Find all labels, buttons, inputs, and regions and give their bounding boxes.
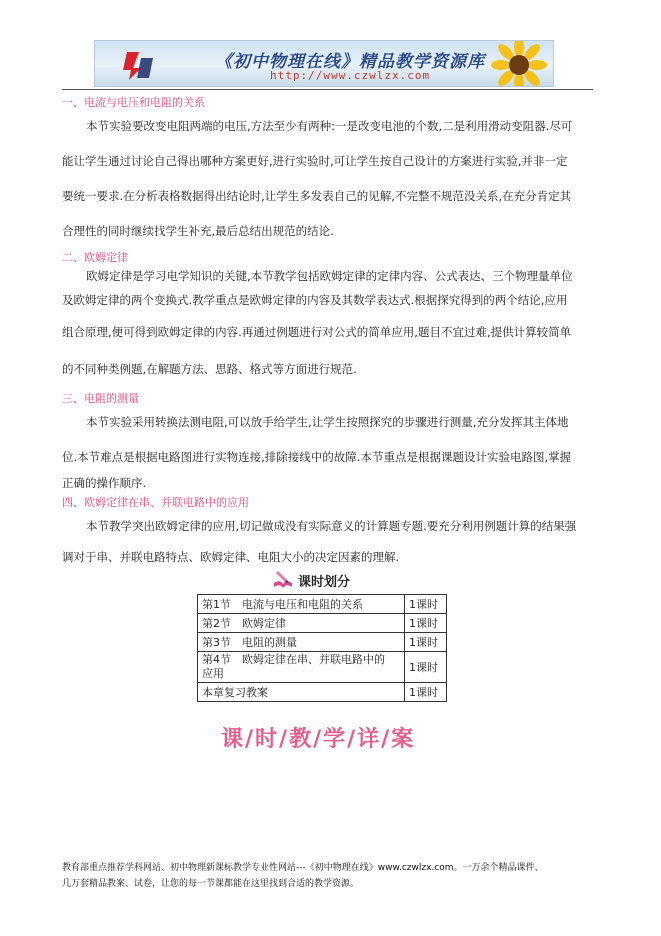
- section-heading-4: 四、欧姆定律在串、并联电路中的应用: [62, 496, 249, 509]
- table-cell-hours: 1课时: [405, 595, 447, 614]
- lesson-plan-title: 课时划分: [298, 575, 351, 590]
- table-cell-section: [198, 652, 405, 683]
- table-cell-hours: 1课时: [405, 614, 447, 633]
- table-cell-hours: 1课时: [405, 652, 447, 683]
- text-line: 及欧姆定律的两个变换式.教学重点是欧姆定律的内容及其数学表达式.根据探究得到的两个结论,应用: [62, 293, 568, 307]
- text-line: 调对于串、并联电路特点、欧姆定律、电阻大小的决定因素的理解.: [62, 550, 400, 564]
- footer-line: 几万套精品教案、试卷，让您的每一节课都能在这里找到合适的教学资源。: [62, 879, 360, 889]
- footer-line: 教育部重点推荐学科网站、初中物理新课标教学专业性网站---《初中物理在线》www.czwlzx.com。一万余个精品课件、: [62, 863, 544, 873]
- table-row: [198, 614, 447, 633]
- section-heading-3: 三、电阻的测量: [62, 392, 139, 405]
- table-cell-section: 本章复习教案: [198, 683, 405, 702]
- logo-icon: [121, 48, 157, 82]
- table-row: [198, 633, 447, 652]
- header-divider: [62, 89, 593, 90]
- table-cell-section: 第1节 电流与电压和电阻的关系: [198, 595, 405, 614]
- lesson-detail-title: 课/时/教/学/详/案: [221, 727, 416, 752]
- section-heading-1: 一、电流与电压和电阻的关系: [62, 96, 205, 109]
- text-line: 要统一要求.在分析表格数据得出结论时,让学生多发表自己的见解,不完整不规范没关系,在充分肯定其: [62, 189, 572, 203]
- table-row: [198, 595, 447, 614]
- table-cell-section: 第2节 欧姆定律: [198, 614, 405, 633]
- text-line: 本节教学突出欧姆定律的应用,切记做成没有实际意义的计算题专题.要充分利用例题计算的结果强: [86, 519, 577, 533]
- pencil-book-icon: [272, 569, 294, 589]
- text-line: 合理性的同时继续找学生补充,最后总结出规范的结论.: [62, 224, 334, 238]
- text-line: 欧姆定律是学习电学知识的关键,本节教学包括欧姆定律的定律内容、公式表达、三个物理量单位: [86, 269, 573, 283]
- text-line: 组合原理,便可得到欧姆定律的内容.再通过例题进行对公式的简单应用,题目不宜过难,提供计算较简单: [62, 325, 572, 339]
- table-cell-line: 应用: [202, 667, 224, 680]
- table-row: [198, 683, 447, 702]
- table-cell-section: 第3节 电阻的测量: [198, 633, 405, 652]
- banner-title: 《初中物理在线》精品教学资源库: [215, 52, 485, 72]
- table-cell-line: 第4节 欧姆定律在串、并联电路中的: [202, 653, 385, 666]
- text-line: 位.本节难点是根据电路图进行实物连接,排除接线中的故障.本节重点是根据课题设计实验电路图,掌握: [62, 450, 572, 464]
- text-line: 能让学生通过讨论自己得出哪种方案更好,进行实验时,可让学生按自己设计的方案进行实验,并非一定: [62, 154, 568, 168]
- sunflower-icon: [489, 40, 549, 87]
- text-line: 的不同种类例题,在解题方法、思路、格式等方面进行规范.: [62, 362, 357, 376]
- table-cell-hours: 1课时: [405, 633, 447, 652]
- text-line: 本节实验采用转换法测电阻,可以放手给学生,让学生按照探究的步骤进行测量,充分发挥其主体地: [86, 415, 569, 429]
- table-cell-hours: 1课时: [405, 683, 447, 702]
- header-banner: [94, 40, 554, 87]
- text-line: 本节实验要改变电阻两端的电压,方法至少有两种:一是改变电池的个数,二是利用滑动变阻器.尽可: [86, 119, 573, 133]
- banner-url[interactable]: http://www.czwlzx.com: [270, 69, 431, 82]
- section-heading-2: 二、欧姆定律: [62, 251, 128, 264]
- table-row: [198, 652, 447, 683]
- text-line: 正确的操作顺序.: [62, 476, 147, 490]
- schedule-table: [197, 594, 447, 702]
